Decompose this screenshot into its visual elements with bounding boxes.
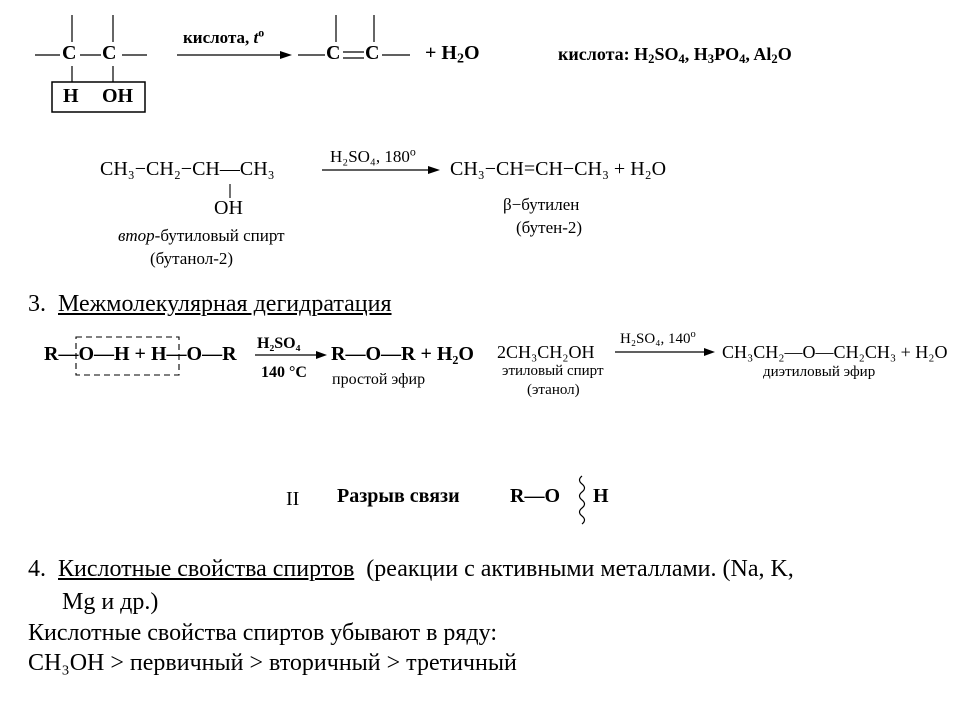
box-h: H <box>63 85 79 107</box>
ethanol-alt-name: (этанол) <box>527 382 580 398</box>
butanol-alt-name: (бутанол-2) <box>150 249 234 268</box>
product-c2: C <box>365 42 380 64</box>
arrow-label: кислота, $t^o$ <box>183 25 265 47</box>
ethanol-name: этиловый спирт <box>502 363 604 379</box>
bond-break-wave <box>580 476 585 524</box>
right-carbon: C <box>102 42 117 64</box>
bond-break-formula: R—O <box>510 485 560 507</box>
butanol-name: втор-бутиловый спирт <box>118 226 285 245</box>
water-product: + $H_2O$ <box>425 42 480 67</box>
generic-reactants: R—O—H + H—O—R <box>44 343 237 365</box>
product-c1: C <box>326 42 341 64</box>
generic-temperature: 140 °C <box>261 364 307 381</box>
butanol-oh: OH <box>214 197 243 219</box>
section-4-heading: 4. Кислотные свойства спиртов (реакции с активными металлами. (Na, K, <box>28 556 794 582</box>
bond-break-h: H <box>593 485 609 507</box>
ether-name: диэтиловый эфир <box>763 364 876 380</box>
butene-alt-name: (бутен-2) <box>516 218 583 237</box>
acidity-trend-label: Кислотные свойства спиртов убывают в ряду: <box>28 620 497 646</box>
butene-name: β−бутилен <box>503 195 580 214</box>
section-4-continuation: Mg и др.) <box>62 589 159 615</box>
bond-break-label: Разрыв связи <box>337 485 460 507</box>
left-carbon: C <box>62 42 77 64</box>
butene-formula: CH₃−CH=CH−CH₃ + H₂O <box>450 158 667 180</box>
roman-numeral: II <box>286 488 300 510</box>
ethanol-conditions: H₂SO₄, 140$^o$ <box>620 329 696 347</box>
acid-list: кислота: $H_2SO_4$, $H_3PO_4$, $Al_2O$ <box>558 44 792 67</box>
ether-formula: CH₃CH₂—O—CH₂CH₃ + H₂O <box>722 342 948 362</box>
butanol-conditions: H₂SO₄, 180$^o$ <box>330 144 416 166</box>
box-oh: OH <box>102 85 134 107</box>
ethanol-formula: 2CH₃CH₂OH <box>497 342 595 362</box>
butanol-formula: CH₃−CH₂−CH—CH₃ <box>100 158 275 180</box>
generic-catalyst: H₂SO₄ <box>257 335 301 352</box>
acidity-trend: CH₃OH > первичный > вторичный > третичный <box>28 650 517 676</box>
section-3-heading: 3. Межмолекулярная дегидратация <box>28 291 392 317</box>
generic-product-name: простой эфир <box>332 371 426 388</box>
generic-product: R—O—R + H₂O <box>331 343 474 365</box>
